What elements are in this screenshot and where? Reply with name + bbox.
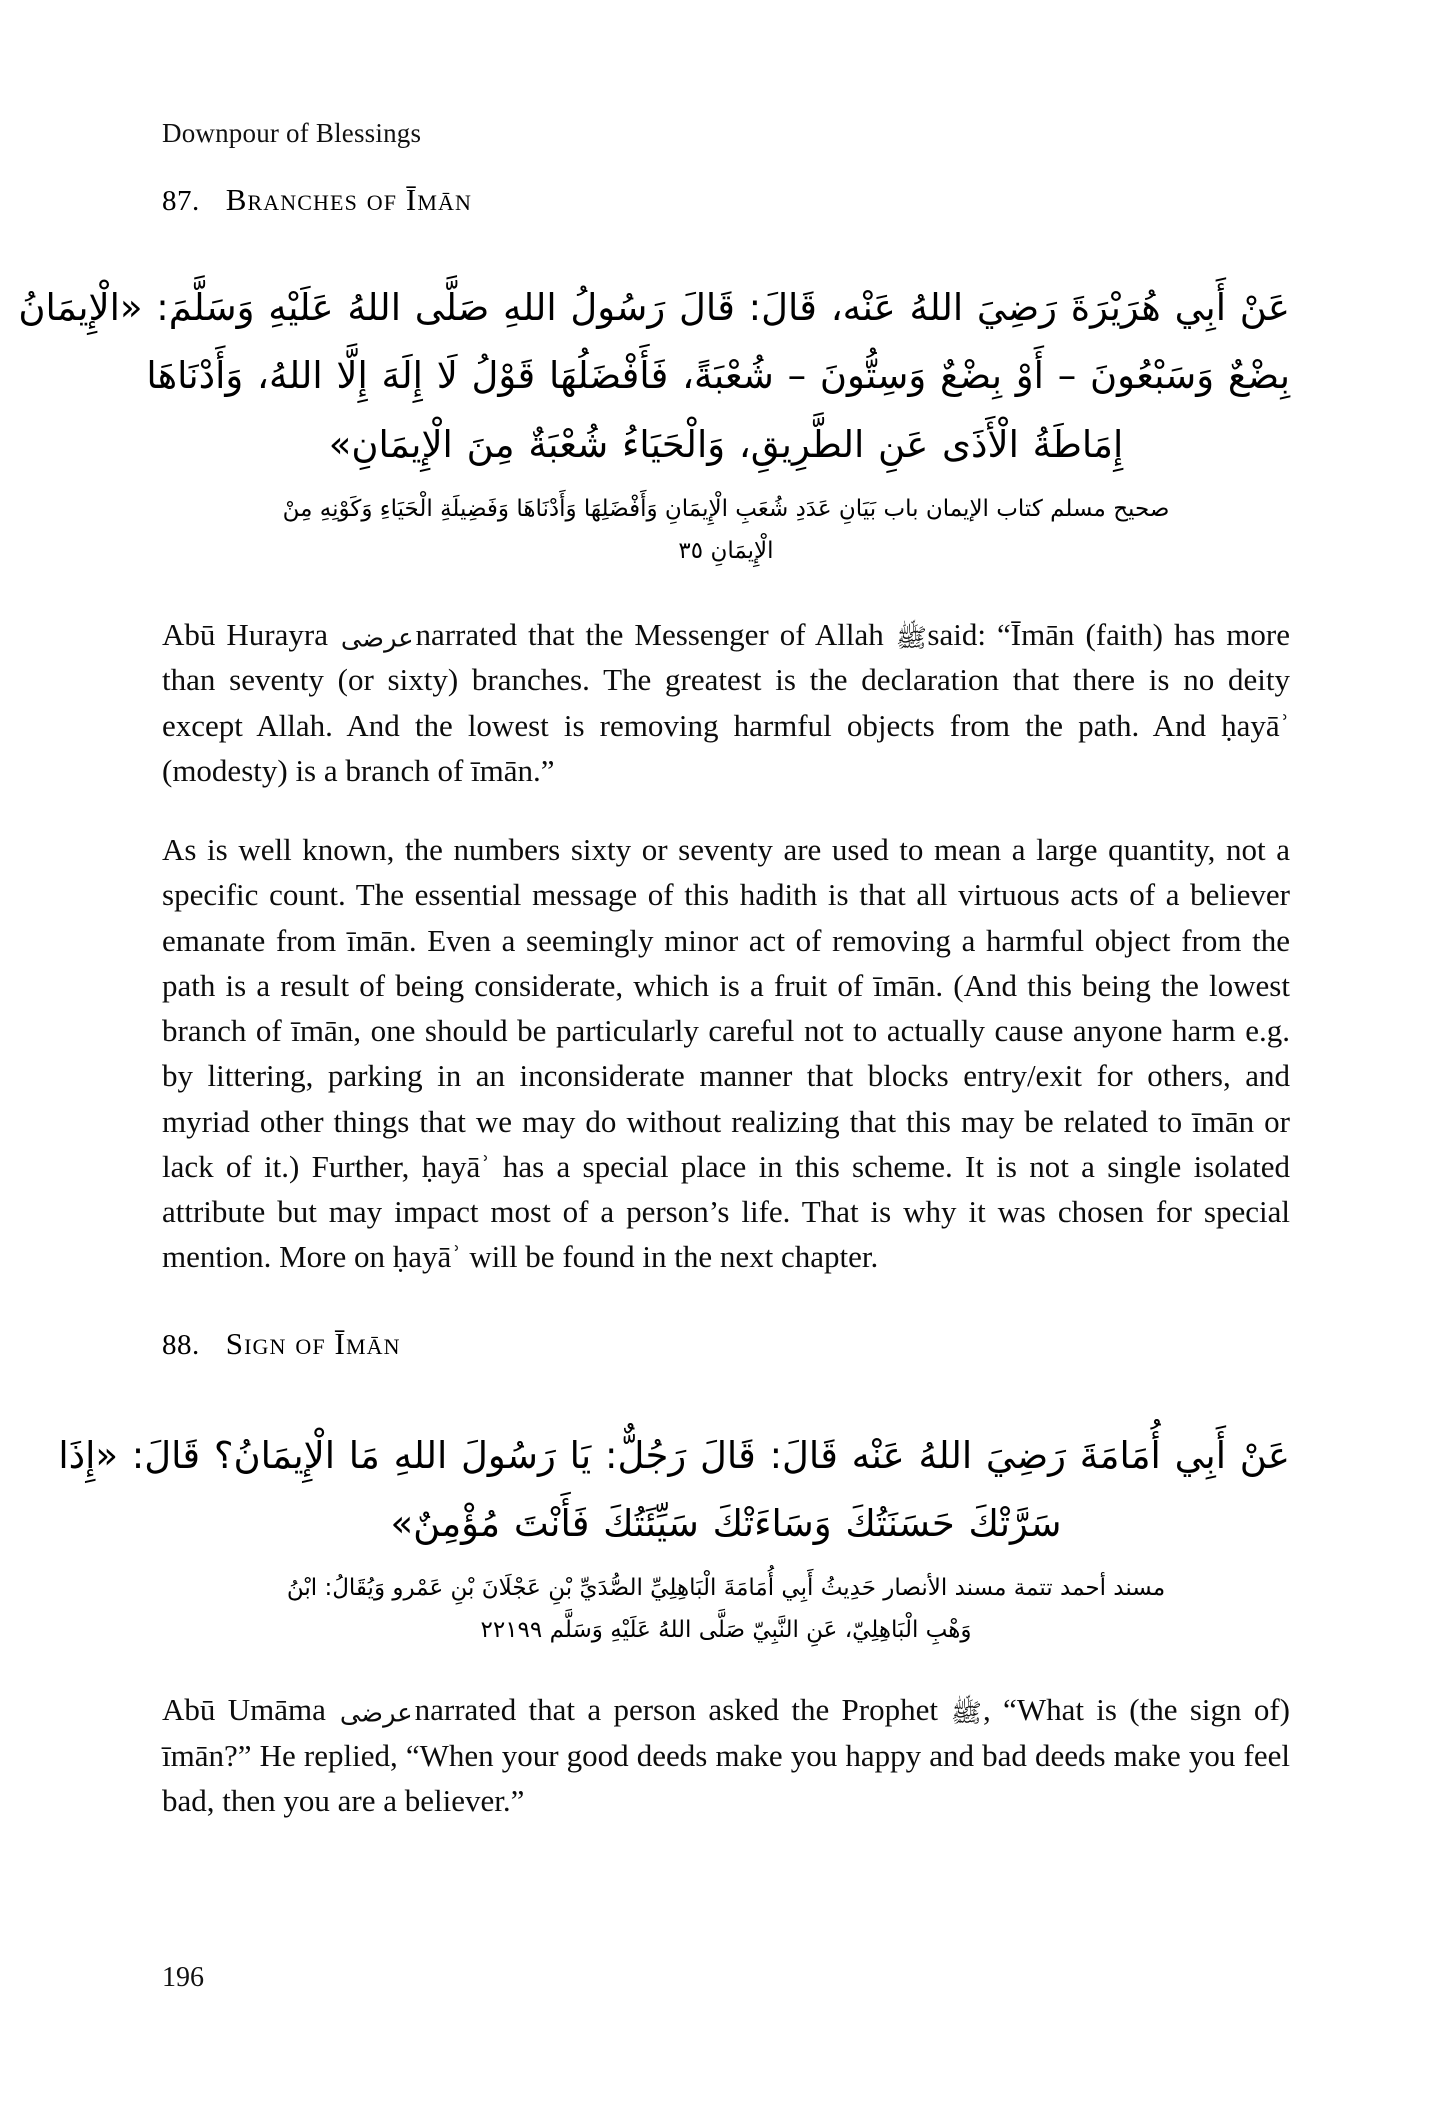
hadith-translation-88 [162, 1687, 1290, 1823]
hadith-arabic-88 [58, 1422, 1290, 1559]
hadith-citation-87 [162, 489, 1290, 572]
translation-text: Abū Umāma عرضىnarrated that a person asked the Prophet ﷺ, “What is (the sign of) īmān?” He replied, “When your good deeds make you happy and bad deeds make you feel bad, then you are a believer.” [162, 1692, 1290, 1818]
hadith-arabic-87 [18, 274, 1290, 479]
arabic-line: إِمَاطَةُ الْأَذَى عَنِ الطَّرِيقِ، وَالْحَيَاءُ شُعْبَةٌ مِنَ الْإِيمَانِ» [328, 422, 1124, 466]
radiyallahu-anhu-icon: عرضى [340, 1699, 413, 1729]
arabic-line: عَنْ أَبِي هُرَيْرَةَ رَضِيَ اللهُ عَنْه، قَالَ: قَالَ رَسُولُ اللهِ صَلَّى اللهُ عَلَيْهِ وَسَلَّمَ: «الْإِيمَانُ [18, 286, 1290, 329]
radiyallahu-anhu-icon: عرضى [340, 623, 414, 654]
hadith-translation-87 [162, 612, 1290, 793]
sallallahu-alayhi-wasallam-icon: ﷺ [951, 1699, 983, 1729]
arabic-line: بِضْعٌ وَسَبْعُونَ – أَوْ بِضْعٌ وَسِتُّونَ – شُعْبَةً، فَأَفْضَلُهَا قَوْلُ لَا إِلَهَ إِلَّا اللهُ، وَأَدْنَاهَا [146, 354, 1290, 398]
commentary-87 [162, 827, 1290, 1280]
section-title: Branches of Īmān [225, 182, 472, 217]
page-number: 196 [162, 1962, 204, 1993]
arabic-line: سَرَّتْكَ حَسَنَتُكَ وَسَاءَتْكَ سَيِّئَتُكَ فَأَنْتَ مُؤْمِنٌ» [390, 1502, 1062, 1546]
hadith-citation-88 [162, 1568, 1290, 1651]
running-header: Downpour of Blessings [162, 118, 422, 148]
section-number: 87. [162, 185, 200, 217]
citation-line: وَهْبِ الْبَاهِلِيّ، عَنِ النَّبِيّ صَلَّى اللهُ عَلَيْهِ وَسَلَّم ٢٢١٩٩ [480, 1616, 972, 1643]
citation-line: مسند أحمد تتمة مسند الأنصار حَدِيثُ أَبِي أُمَامَةَ الْبَاهِلِيِّ الصُّدَيِّ بْنِ عَجْلَانَ بْنِ عَمْرو وَيُقَالُ: ابْنُ [286, 1575, 1166, 1602]
section-title: Sign of Īmān [225, 1325, 401, 1361]
section-heading-87 [162, 182, 1290, 218]
citation-line: الْإِيمَانِ ٣٥ [678, 537, 774, 564]
arabic-line: عَنْ أَبِي أُمَامَةَ رَضِيَ اللهُ عَنْه قَالَ: قَالَ رَجُلٌّ: يَا رَسُولَ اللهِ مَا الْإِيمَانُ؟ قَالَ: «إِذَا [58, 1433, 1290, 1477]
citation-line: صحيح مسلم كتاب الإيمان باب بَيَانِ عَدَدِ شُعَبِ الْإِيمَانِ وَأَفْضَلِهَا وَأَدْنَاهَا وَفَضِيلَةِ الْحَيَاءِ وَكَوْنِهِ مِنْ [282, 496, 1170, 523]
commentary-text: As is well known, the numbers sixty or seventy are used to mean a large quantity, not a specific count. The essential message of this hadith is that all virtuous acts of a believer emanate from īmān. Even a seemingly minor act of removing a harmful object from the path is a result of being considerate, which is a fruit of īmān. (And this being the lowest branch of īmān, one should be particularly careful not to actually cause anyone harm e.g. by littering, parking in an inconsiderate manner that blocks entry/exit for others, and myriad other things that we may do without realizing that this may be related to īmān or lack of it.) Further, ḥayāʾ has a special place in this scheme. It is not a single isolated attribute but may impact most of a person’s life. That is why it was chosen for special mention. More on ḥayāʾ will be found in the next chapter. [162, 832, 1290, 1275]
section-number: 88. [162, 1328, 200, 1361]
section-heading-88 [162, 1326, 1290, 1362]
page-content [18, 0, 1290, 1823]
sallallahu-alayhi-wasallam-icon: ﷺ [895, 623, 927, 654]
translation-text: Abū Hurayra عرضىnarrated that the Messenger of Allah ﷺsaid: “Īmān (faith) has more than seventy (or sixty) branches. The greatest is the declaration that there is no deity except Allah. And the lowest is removing harmful objects from the path. And ḥayāʾ (modesty) is a branch of īmān.” [162, 617, 1290, 788]
